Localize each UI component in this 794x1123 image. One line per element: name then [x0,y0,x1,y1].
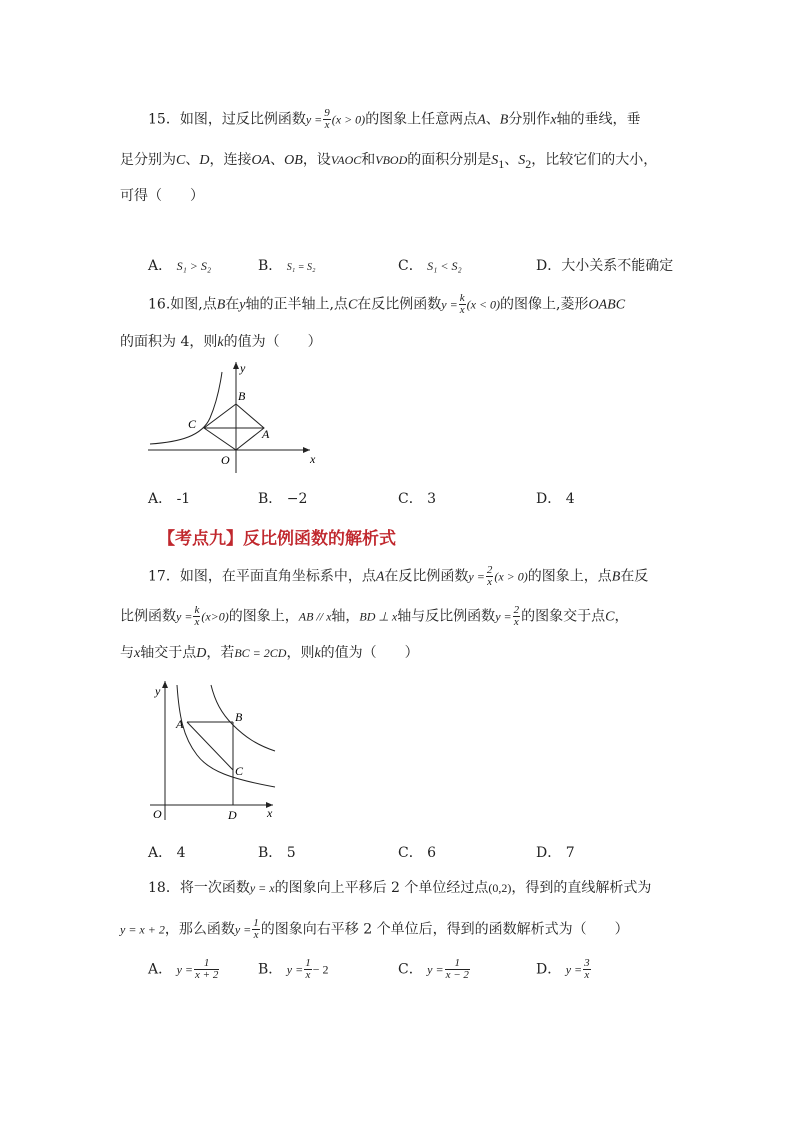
q16-label-x: x [310,452,316,466]
q18-fraction [252,918,260,941]
q17-bd-perp: BD ⊥ x [359,609,398,624]
q18-text: 的图象向上平移后 2 个单位经过点 [274,880,489,896]
q15-option-c[interactable] [398,255,462,275]
q15-text: ，连接 [209,152,252,168]
option-text: 7 [565,845,575,861]
q15-sep: 、 [185,152,200,168]
q15-text: 15．如图，过反比例函数 [148,111,306,128]
q18-text: 18．将一次函数 [148,880,250,896]
q16-domain: (x < 0) [466,297,501,312]
option-label: B． [258,961,283,978]
q15-frac-num: 9 [324,107,330,119]
q16-option-a[interactable] [148,488,190,508]
q16-x-arrow [303,447,310,453]
q17-text: 的图象交于点 [521,608,606,625]
q16-k: k [217,335,224,350]
q15-line2 [120,150,657,174]
q18-line2 [120,918,629,941]
option-den: x + 2 [195,969,219,981]
q17-option-a[interactable] [148,842,186,862]
q18-frac-den: x [253,929,259,941]
q17-fraction [486,565,494,588]
q15-text: 和 [361,152,376,168]
q17-frac-den: x [487,576,493,588]
q15-option-d[interactable] [536,255,673,275]
q18-option-a[interactable] [148,958,220,981]
option-label: C． [398,491,423,507]
q15-option-b[interactable] [258,255,315,275]
q15-func-y: y = [305,112,323,127]
q16-line2 [120,332,322,353]
option-label: A． [148,258,173,274]
q15-s2: S [518,153,526,168]
q18-frac-num: 1 [253,917,259,929]
option-text: 4 [565,491,575,507]
q17-text: ，则 [286,645,315,661]
q17-text: ， [614,608,629,625]
q17-label-x: x [267,806,273,820]
q17-frac-num: 2 [486,564,493,576]
option-text: S₁ < S₂ [427,259,462,273]
q16-frac-den: x [459,304,465,316]
q17-line3 [120,643,419,664]
q16-text: 在反比例函数 [357,296,442,313]
q17-domain: (x > 0) [494,569,528,584]
q15-line3: 可得（ ） [120,188,204,204]
option-text: 5 [286,845,296,861]
q17-y-arrow [162,681,168,688]
q16-text: 16.如图,点 [148,296,217,313]
q18-option-c[interactable] [398,958,471,981]
option-num: 1 [305,957,311,969]
q15-sep: 、 [270,152,285,168]
q15-line1 [148,108,641,131]
q16-label-b: B [238,389,246,403]
q16-text: 的值为（ ） [223,334,322,350]
q17-point-a: A [375,569,385,585]
option-text: −2 [286,491,308,507]
option-num: 1 [445,958,470,970]
q17-text: 在反 [620,568,649,585]
q16-label-o: O [221,453,230,467]
q15-text: 的面积分别是 [407,152,492,168]
q15-point-d: D [199,153,210,168]
q15-s2-sub: 2 [525,156,532,171]
q16-func-y: y = [441,297,458,312]
option-y: y = [286,962,304,977]
q15-option-a[interactable] [148,255,211,275]
q17-option-d[interactable] [536,842,575,862]
q15-text: 足分别为 [120,152,176,168]
q18-text: 的图象向右平移 2 个单位后，得到的函数解析式为（ ） [260,921,629,938]
option-den: x [584,969,590,981]
q16-point-c: C [347,297,358,313]
q15-point-c: C [176,153,186,168]
q15-s1: S [491,153,499,168]
option-text: 大小关系不能确定 [561,258,674,274]
q16-option-d[interactable] [536,488,575,508]
q17-point-d: D [196,646,207,661]
q17-text: 的图象上， [228,608,299,625]
q18-func-y: y = [234,922,252,937]
q17-hyperbola-outer [211,685,275,751]
q17-fraction2 [193,605,200,628]
q18-text: ，得到的直线解析式为 [511,880,652,896]
q17-text: 的值为（ ） [320,645,419,661]
q16-text: 在 [225,296,240,313]
q17-text: 比例函数 [120,608,176,625]
q15-sep: 、 [485,111,500,128]
q16-label-y: y [240,361,246,375]
q17-frac3-den: x [513,616,519,628]
q17-x-axis: x [134,646,141,661]
q16-label-c: C [188,417,197,431]
q17-option-c[interactable] [398,842,436,862]
q16-figure [140,358,330,478]
q15-frac-den: x [324,119,330,131]
option-text: 6 [427,845,437,861]
q17-label-y: y [155,684,161,698]
q15-triangle-bod: VBOD [375,153,408,167]
q17-label-o: O [153,807,162,821]
q15-s1-sub: 1 [498,156,505,171]
q17-frac2-num: k [194,604,200,616]
option-text: -1 [176,491,191,507]
q16-y-arrow [233,362,239,369]
option-fraction [583,958,591,981]
q17-text: 轴， [331,608,360,625]
q16-option-c[interactable] [398,488,436,508]
q15-seg-ob: OB [284,153,303,168]
q16-text: 轴的正半轴上,点 [245,296,348,313]
q17-point-b: B [611,569,621,585]
option-den: x [305,969,311,981]
q15-point-b: B [499,112,509,128]
q16-rhombus: OABC [588,297,626,313]
option-label: D． [536,258,562,274]
q17-label-c: C [235,764,244,778]
q16-text: 的图像上,菱形 [500,296,589,313]
q17-condition: BC = 2CD [234,646,287,660]
q17-hyperbola-inner [177,685,275,787]
option-text: 4 [176,845,186,861]
q17-func-y: y = [468,569,485,584]
q17-label-a: A [176,717,184,731]
q17-label-b: B [235,710,243,724]
option-label: C． [398,258,423,274]
q15-sep: 、 [504,152,519,168]
option-num: 3 [584,957,590,969]
q17-func2-y: y = [176,609,193,624]
q17-text: 在反比例函数 [384,568,469,585]
q17-func3-y: y = [495,609,512,624]
option-fraction [445,958,470,981]
q17-k: k [314,646,321,661]
option-y: y = [565,962,583,977]
q15-domain: (x > 0) [331,112,366,127]
q16-label-a: A [262,427,270,441]
q17-text: ，若 [206,645,235,661]
q16-text: 的面积为 4，则 [120,334,218,350]
q16-line1 [148,293,625,316]
q16-point-b: B [216,297,226,313]
option-label: A． [148,961,173,978]
option-label: D． [536,491,562,507]
option-y: y = [176,962,194,977]
q17-frac3-num: 2 [513,604,520,616]
q15-text: ，比较它们的大小， [531,152,658,168]
option-text: S₁ = S₂ [286,262,316,273]
section-title: 【考点九】反比例函数的解析式 [158,529,396,549]
q18-line-eq: y = x + 2 [120,922,165,937]
q15-text: 轴的垂线，垂 [556,111,641,128]
q17-label-d: D [228,808,237,822]
q18-option-d[interactable] [536,958,592,981]
q18-linear-func: y = x [249,881,275,895]
q17-ab-parallel: AB // x [298,609,332,624]
option-tail: − 2 [312,962,329,977]
option-den: x − 2 [445,969,469,981]
q18-point: (0,2) [488,881,512,895]
q17-text: 与 [120,645,134,661]
q15-triangle-aoc: VAOC [330,153,362,167]
q17-option-b[interactable] [258,842,296,862]
q15-text: ，设 [302,152,331,168]
q17-text: 轴与反比例函数 [397,608,496,625]
q17-text: 轴交于点 [140,645,197,661]
q16-frac-num: k [459,292,465,304]
q15-text: 的图象上任意两点 [365,111,478,128]
option-label: A． [148,491,173,507]
q17-line2 [120,605,628,628]
q15-x-axis: x [550,112,557,128]
option-label: A． [148,845,173,861]
q18-option-b[interactable] [258,958,328,981]
q15-seg-oa: OA [251,153,271,168]
q17-text: 的图象上，点 [527,568,612,585]
q17-text: 17．如图，在平面直角坐标系中，点 [148,568,376,585]
q17-frac2-den: x [194,616,200,628]
q17-figure [145,675,285,825]
option-label: B． [258,258,283,274]
option-label: C． [398,845,423,861]
q16-y-axis: y [239,297,246,313]
option-num: 1 [194,958,219,970]
q16-option-b[interactable] [258,488,307,508]
option-fraction [304,958,312,981]
q17-segment-ac [187,722,233,770]
q15-point-a: A [477,112,486,128]
option-text: 3 [427,491,437,507]
q17-domain2: (x>0) [201,609,229,624]
option-fraction [194,958,219,981]
q17-point-c: C [605,609,615,625]
q18-text: ，那么函数 [164,921,235,938]
option-label: D． [536,845,562,861]
q15-fraction [323,108,331,131]
q17-fraction3 [513,605,521,628]
option-label: C． [398,961,423,978]
q16-fraction [459,293,466,316]
option-label: B． [258,845,283,861]
option-label: B． [258,491,283,507]
option-label: D． [536,961,562,978]
q15-text: 分别作 [508,111,551,128]
option-y: y = [427,962,444,977]
option-text: S₁ > S₂ [176,259,212,273]
q18-line1 [148,878,651,898]
q17-line1 [148,565,648,588]
